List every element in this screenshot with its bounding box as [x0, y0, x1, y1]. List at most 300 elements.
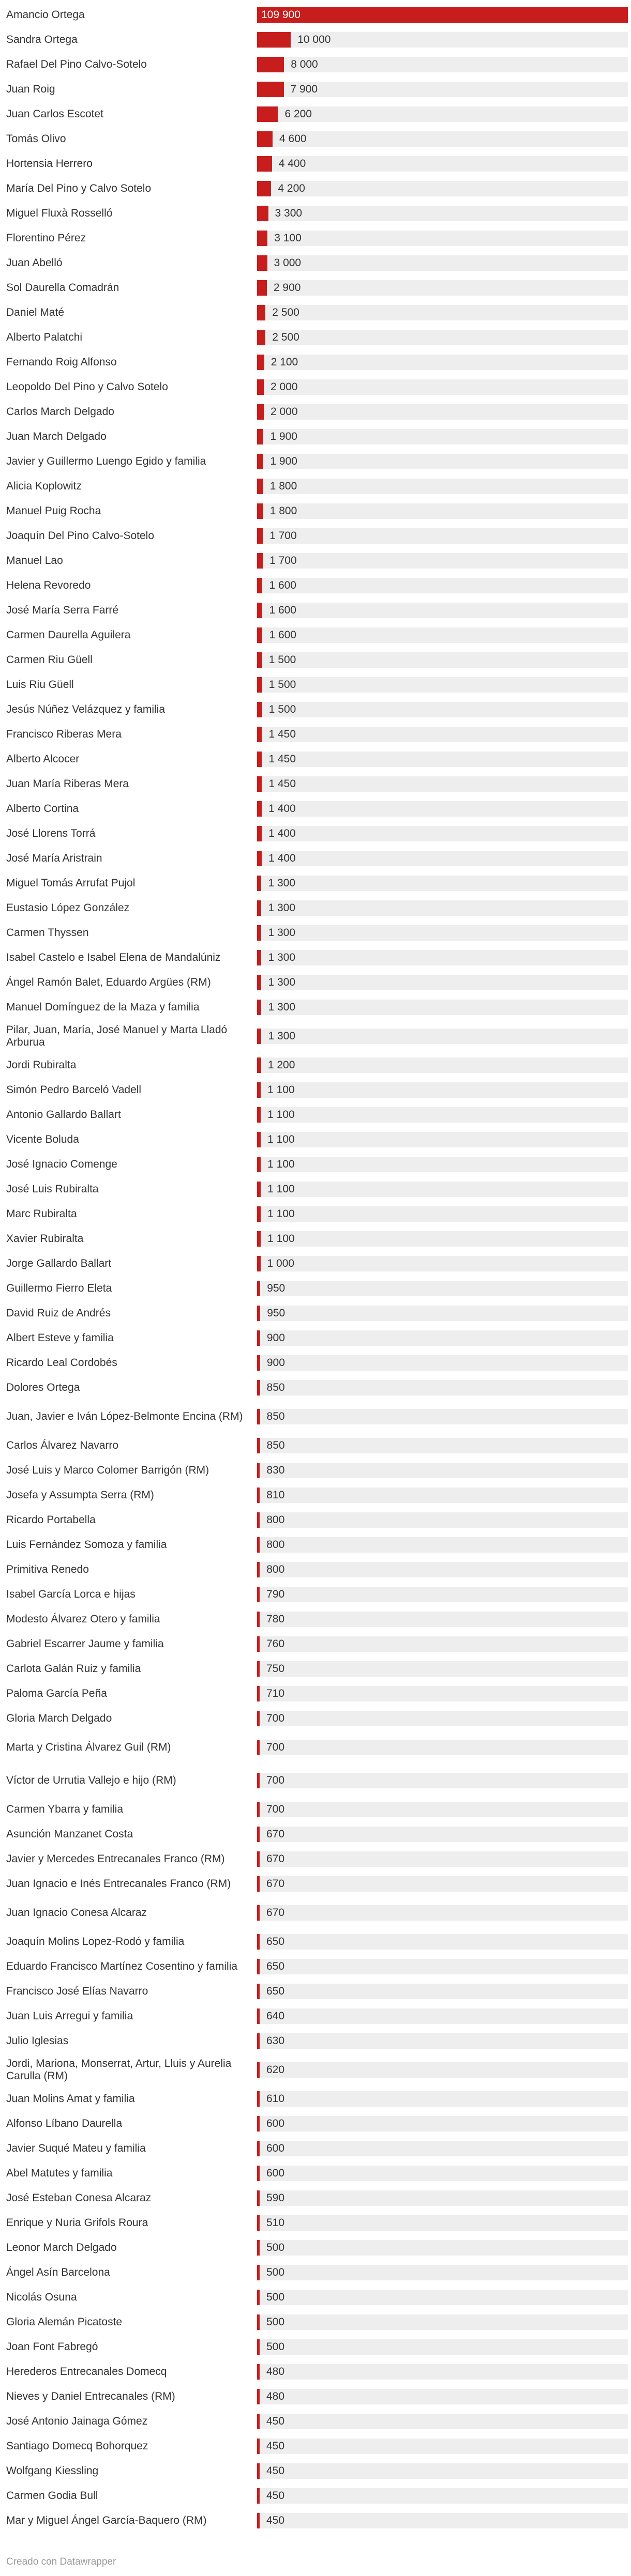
category-label: Juan, Javier e Iván López-Belmonte Encina (RM): [6, 1410, 243, 1422]
bar-row: [0, 1557, 631, 1582]
bar: [257, 181, 271, 196]
category-label: José Llorens Torrá: [6, 827, 96, 839]
value-label: 800: [266, 1539, 285, 1551]
category-label: José Luis y Marco Colomer Barrigón (RM): [6, 1464, 209, 1476]
value-label: 480: [266, 2390, 285, 2402]
bar: [257, 627, 262, 643]
category-label: José Ignacio Comenge: [6, 1158, 117, 1170]
bar: [257, 2166, 260, 2181]
value-label: 7 900: [290, 83, 318, 95]
bar-track: [257, 627, 628, 643]
bar: [257, 677, 262, 693]
bar: [257, 1057, 261, 1073]
bar-row: [0, 2459, 631, 2483]
bar-row: [0, 1954, 631, 1979]
category-label: Florentino Pérez: [6, 232, 86, 244]
bar-row: [0, 772, 631, 796]
category-label: Isabel Castelo e Isabel Elena de Mandalúniz: [6, 952, 221, 963]
category-label: Joan Font Fabregó: [6, 2341, 98, 2353]
bar-row: [0, 449, 631, 474]
bar-row: [0, 821, 631, 846]
value-label: 850: [266, 1410, 285, 1422]
bar-track: [257, 1438, 628, 1453]
value-label: 620: [266, 2064, 285, 2076]
bar: [257, 528, 263, 544]
bar: [257, 603, 262, 618]
bar: [257, 1612, 260, 1627]
category-label: Alberto Cortina: [6, 803, 79, 815]
category-label: Manuel Domínguez de la Maza y familia: [6, 1001, 200, 1013]
bar-track: [257, 1231, 628, 1247]
bar-track: [257, 355, 628, 370]
bar-track: [257, 280, 628, 296]
bar-row: [0, 375, 631, 400]
bar-row: [0, 1202, 631, 1226]
bar-row: [0, 2235, 631, 2260]
bar-row: [0, 2335, 631, 2359]
value-label: 480: [266, 2366, 285, 2378]
bar: [257, 2463, 260, 2479]
value-label: 1 700: [269, 555, 297, 566]
bar: [257, 1934, 260, 1950]
bar: [257, 1905, 260, 1921]
value-label: 1 700: [269, 530, 297, 542]
bar-row: [0, 2136, 631, 2161]
bar-row: [0, 1152, 631, 1177]
bar-row: [0, 201, 631, 226]
bar: [257, 1587, 260, 1602]
bar: [257, 7, 628, 23]
bar: [257, 1984, 260, 1999]
category-label: Carlos March Delgado: [6, 406, 114, 418]
category-label: Simón Pedro Barceló Vadell: [6, 1084, 142, 1096]
value-label: 1 600: [269, 579, 296, 591]
category-label: Javier y Mercedes Entrecanales Franco (RM): [6, 1853, 225, 1865]
value-label: 1 400: [268, 803, 296, 815]
value-label: 450: [266, 2490, 285, 2502]
bar: [257, 156, 272, 172]
bar-row: [0, 251, 631, 275]
bar-track: [257, 1959, 628, 1974]
bar: [257, 2314, 260, 2330]
bar-track: [257, 2339, 628, 2355]
bar-row: [0, 400, 631, 424]
category-label: María Del Pino y Calvo Sotelo: [6, 182, 152, 194]
bar-track: [257, 2116, 628, 2132]
bar-row: [0, 1127, 631, 1152]
category-label: Miguel Tomás Arrufat Pujol: [6, 877, 136, 889]
category-label: Juan Abelló: [6, 257, 63, 269]
bar-track: [257, 1984, 628, 1999]
bar-track: [257, 1057, 628, 1073]
bar-row: [0, 697, 631, 722]
bar-track: [257, 2033, 628, 2049]
bar-track: [257, 1132, 628, 1147]
bar-row: [0, 102, 631, 127]
value-label: 590: [266, 2192, 285, 2204]
category-label: Amancio Ortega: [6, 9, 85, 21]
value-label: 1 600: [269, 604, 296, 616]
bar: [257, 1409, 260, 1424]
bar-row: [0, 226, 631, 251]
bar-row: [0, 1053, 631, 1078]
bar-track: [257, 603, 628, 618]
value-label: 510: [266, 2217, 285, 2229]
bar-row: [0, 846, 631, 871]
bar-row: [0, 127, 631, 151]
bar: [257, 1082, 261, 1098]
bar: [257, 851, 262, 866]
value-label: 500: [266, 2242, 285, 2253]
value-label: 1 300: [268, 877, 296, 889]
category-label: Luis Fernández Somoza y familia: [6, 1539, 167, 1551]
bar: [257, 2141, 260, 2156]
category-label: Eustasio López González: [6, 902, 130, 914]
bar-row: [0, 548, 631, 573]
bar-row: [0, 474, 631, 499]
bar-row: [0, 1226, 631, 1251]
bar-track: [257, 2008, 628, 2024]
bar-track: [257, 2439, 628, 2454]
category-label: Carmen Daurella Aguilera: [6, 629, 131, 641]
bar: [257, 1562, 260, 1577]
value-label: 500: [266, 2316, 285, 2328]
bar-row: [0, 623, 631, 648]
bar-track: [257, 1740, 628, 1755]
bar-row: [0, 2161, 631, 2186]
value-label: 1 400: [268, 827, 296, 839]
category-label: Juan Molins Amat y familia: [6, 2093, 135, 2105]
bar-track: [257, 1256, 628, 1271]
datawrapper-credit[interactable]: Creado con Datawrapper: [6, 2556, 116, 2567]
bar: [257, 1463, 260, 1478]
value-label: 800: [266, 1514, 285, 1526]
bar-row: [0, 1326, 631, 1351]
value-label: 760: [266, 1638, 285, 1650]
bar: [257, 2513, 260, 2528]
category-label: Francisco José Elías Navarro: [6, 1985, 148, 1997]
value-label: 4 600: [279, 133, 307, 145]
category-label: Xavier Rubiralta: [6, 1233, 84, 1245]
bar-track: [257, 404, 628, 420]
bar-track: [257, 553, 628, 569]
value-label: 450: [266, 2514, 285, 2526]
bar-track: [257, 1082, 628, 1098]
bar-track: [257, 702, 628, 717]
bar-row: [0, 1532, 631, 1557]
bar-row: [0, 2483, 631, 2508]
value-label: 600: [266, 2142, 285, 2154]
category-label: Gloria Alemán Picatoste: [6, 2316, 123, 2328]
bar: [257, 776, 262, 792]
bar-track: [257, 503, 628, 519]
category-label: Jordi, Mariona, Monserrat, Artur, Lluis y Aurelia Carulla (RM): [6, 2058, 232, 2082]
bar-track: [257, 2215, 628, 2231]
bar: [257, 2215, 260, 2231]
bar-track: [257, 1587, 628, 1602]
bar-row: [0, 1847, 631, 1872]
category-label: Alberto Alcocer: [6, 753, 80, 765]
category-label: Jordi Rubiralta: [6, 1059, 77, 1071]
bar-track: [257, 1355, 628, 1371]
value-label: 500: [266, 2291, 285, 2303]
bar-track: [257, 231, 628, 246]
category-label: Marc Rubiralta: [6, 1208, 77, 1220]
bar-track: [257, 1330, 628, 1346]
value-label: 1 300: [268, 1001, 296, 1013]
bar-row: [0, 2053, 631, 2087]
bar: [257, 2414, 260, 2429]
value-label: 1 900: [270, 455, 297, 467]
bar-row: [0, 1582, 631, 1607]
value-label: 1 450: [268, 778, 296, 790]
bar-track: [257, 652, 628, 668]
bar-row: [0, 1375, 631, 1400]
value-label: 1 300: [268, 927, 296, 939]
category-label: Juan Carlos Escotet: [6, 108, 103, 120]
bar: [257, 752, 262, 767]
category-label: Eduardo Francisco Martínez Cosentino y familia: [6, 1960, 238, 1972]
category-label: Julio Iglesias: [6, 2035, 69, 2047]
category-label: Helena Revoredo: [6, 579, 91, 591]
category-label: Ángel Ramón Balet, Eduardo Argües (RM): [6, 976, 211, 988]
category-label: Albert Esteve y familia: [6, 1332, 114, 1344]
value-label: 640: [266, 2010, 285, 2022]
bar-row: [0, 151, 631, 176]
category-label: Mar y Miguel Ángel García-Baquero (RM): [6, 2514, 207, 2526]
bar-track: [257, 2364, 628, 2380]
bar: [257, 1851, 260, 1867]
category-label: Carmen Godia Bull: [6, 2490, 98, 2502]
bar-track: [257, 1463, 628, 1478]
category-label: Manuel Puig Rocha: [6, 505, 101, 517]
bar-track: [257, 1636, 628, 1652]
category-label: Ángel Asín Barcelona: [6, 2266, 110, 2278]
value-label: 950: [267, 1307, 286, 1319]
bar: [257, 1206, 261, 1222]
bar: [257, 1802, 260, 1817]
value-label: 1 500: [268, 703, 296, 715]
category-label: Juan Ignacio e Inés Entrecanales Franco (RM): [6, 1878, 231, 1890]
bar-track: [257, 1281, 628, 1296]
bar: [257, 231, 267, 246]
value-label: 1 900: [270, 431, 297, 442]
value-label: 1 450: [268, 728, 296, 740]
value-label: 780: [266, 1613, 285, 1625]
bar: [257, 1157, 261, 1172]
value-label: 710: [266, 1688, 285, 1699]
category-label: José María Serra Farré: [6, 604, 119, 616]
bar: [257, 255, 267, 271]
bar: [257, 57, 284, 72]
bar: [257, 578, 262, 593]
bar-track: [257, 2314, 628, 2330]
bar: [257, 2240, 260, 2256]
bar-row: [0, 722, 631, 747]
bar-row: [0, 2087, 631, 2111]
bar-row: [0, 2186, 631, 2211]
bar: [257, 1355, 260, 1371]
category-label: Ricardo Leal Cordobés: [6, 1357, 117, 1369]
bar-row: [0, 1657, 631, 1681]
bar-row: [0, 524, 631, 548]
value-label: 1 200: [267, 1059, 295, 1071]
bar-row: [0, 1896, 631, 1929]
bar-track: [257, 2240, 628, 2256]
value-label: 950: [267, 1282, 286, 1294]
bar-row: [0, 2004, 631, 2029]
bar-row: [0, 1483, 631, 1508]
bar: [257, 950, 261, 965]
category-label: Víctor de Urrutia Vallejo e hijo (RM): [6, 1774, 176, 1786]
value-label: 8 000: [291, 58, 318, 70]
bar: [257, 2339, 260, 2355]
bar: [257, 2033, 260, 2049]
value-label: 850: [266, 1439, 285, 1451]
value-label: 610: [266, 2093, 285, 2105]
bar-row: [0, 424, 631, 449]
bar-row: [0, 1020, 631, 1053]
bar-row: [0, 672, 631, 697]
bar-track: [257, 2290, 628, 2305]
value-label: 670: [266, 1878, 285, 1890]
value-label: 4 400: [278, 158, 306, 170]
bar-track: [257, 1827, 628, 1842]
bar-row: [0, 2434, 631, 2459]
bar-track: [257, 1537, 628, 1553]
value-label: 670: [266, 1907, 285, 1919]
bar-row: [0, 1797, 631, 1822]
bar-row: [0, 648, 631, 672]
bar: [257, 1876, 260, 1892]
bar: [257, 2439, 260, 2454]
bar: [257, 2008, 260, 2024]
category-label: Isabel García Lorca e hijas: [6, 1588, 136, 1600]
category-label: Rafael Del Pino Calvo-Sotelo: [6, 58, 147, 70]
bar-track: [257, 454, 628, 469]
category-label: Sandra Ortega: [6, 34, 78, 45]
bar-track: [257, 2141, 628, 2156]
bar-row: [0, 573, 631, 598]
bar: [257, 1107, 261, 1123]
value-label: 1 500: [268, 654, 296, 666]
value-label: 1 300: [268, 952, 296, 963]
value-label: 2 500: [272, 306, 299, 318]
bar-track: [257, 305, 628, 320]
value-label: 1 400: [268, 852, 296, 864]
bar-track: [257, 156, 628, 172]
bar: [257, 2116, 260, 2132]
value-label: 1 100: [267, 1158, 295, 1170]
bar-row: [0, 796, 631, 821]
bar-track: [257, 900, 628, 916]
bar-track: [257, 925, 628, 941]
value-label: 3 100: [274, 232, 302, 244]
bar: [257, 876, 261, 891]
category-label: Santiago Domecq Bohorquez: [6, 2440, 148, 2452]
bar-row: [0, 1078, 631, 1102]
category-label: Fernando Roig Alfonso: [6, 356, 117, 368]
bar-row: [0, 2508, 631, 2533]
category-label: Carmen Riu Güell: [6, 654, 93, 666]
bar-track: [257, 578, 628, 593]
value-label: 450: [266, 2440, 285, 2452]
value-label: 2 900: [273, 282, 301, 294]
category-label: Gloria March Delgado: [6, 1712, 112, 1724]
bar-row: [0, 2310, 631, 2335]
category-label: Enrique y Nuria Grifols Roura: [6, 2217, 148, 2229]
bar-row: [0, 598, 631, 623]
value-label: 10 000: [297, 34, 331, 45]
value-label: 1 100: [267, 1208, 295, 1220]
value-label: 700: [266, 1741, 285, 1753]
value-label: 3 300: [275, 207, 303, 219]
bar-track: [257, 1876, 628, 1892]
bar: [257, 975, 261, 990]
value-label: 830: [266, 1464, 285, 1476]
bar-track: [257, 2463, 628, 2479]
bar-track: [257, 2488, 628, 2504]
bar-row: [0, 1979, 631, 2004]
value-label: 1 500: [268, 679, 296, 691]
value-label: 670: [266, 1853, 285, 1865]
bar: [257, 1256, 261, 1271]
bar: [257, 2290, 260, 2305]
category-label: Tomás Olivo: [6, 133, 66, 145]
category-label: Nicolás Osuna: [6, 2291, 77, 2303]
bar-track: [257, 1029, 628, 1044]
category-label: José Antonio Jainaga Gómez: [6, 2415, 148, 2427]
bar-row: [0, 1872, 631, 1896]
bar-row: [0, 1681, 631, 1706]
category-label: Juan March Delgado: [6, 431, 107, 442]
bar-track: [257, 776, 628, 792]
bar: [257, 330, 265, 345]
bar-track: [257, 1000, 628, 1015]
bar: [257, 2364, 260, 2380]
bar: [257, 925, 261, 941]
bar-track: [257, 379, 628, 395]
category-label: Alfonso Líbano Daurella: [6, 2118, 123, 2129]
value-label: 670: [266, 1828, 285, 1840]
category-label: Javier y Guillermo Luengo Egido y familia: [6, 455, 206, 467]
bar: [257, 404, 264, 420]
value-label: 1 100: [267, 1233, 295, 1245]
bar-track: [257, 1380, 628, 1396]
bar-row: [0, 747, 631, 772]
bar: [257, 652, 262, 668]
value-label: 1 300: [268, 902, 296, 914]
bar-row: [0, 896, 631, 921]
bar-row: [0, 300, 631, 325]
category-label: Joaquín Molins Lopez-Rodó y familia: [6, 1936, 185, 1948]
category-label: Leopoldo Del Pino y Calvo Sotelo: [6, 381, 168, 393]
bar: [257, 479, 263, 494]
bar-track: [257, 528, 628, 544]
bar-track: [257, 1206, 628, 1222]
value-label: 790: [266, 1588, 285, 1600]
bar: [257, 280, 267, 296]
bar-row: [0, 1102, 631, 1127]
bar-track: [257, 1107, 628, 1123]
category-label: Carmen Ybarra y familia: [6, 1803, 124, 1815]
bar: [257, 1740, 260, 1755]
bar: [257, 1686, 260, 1701]
bar-row: [0, 1929, 631, 1954]
bar-track: [257, 876, 628, 891]
bar-track: [257, 2190, 628, 2206]
category-label: Alberto Palatchi: [6, 331, 83, 343]
